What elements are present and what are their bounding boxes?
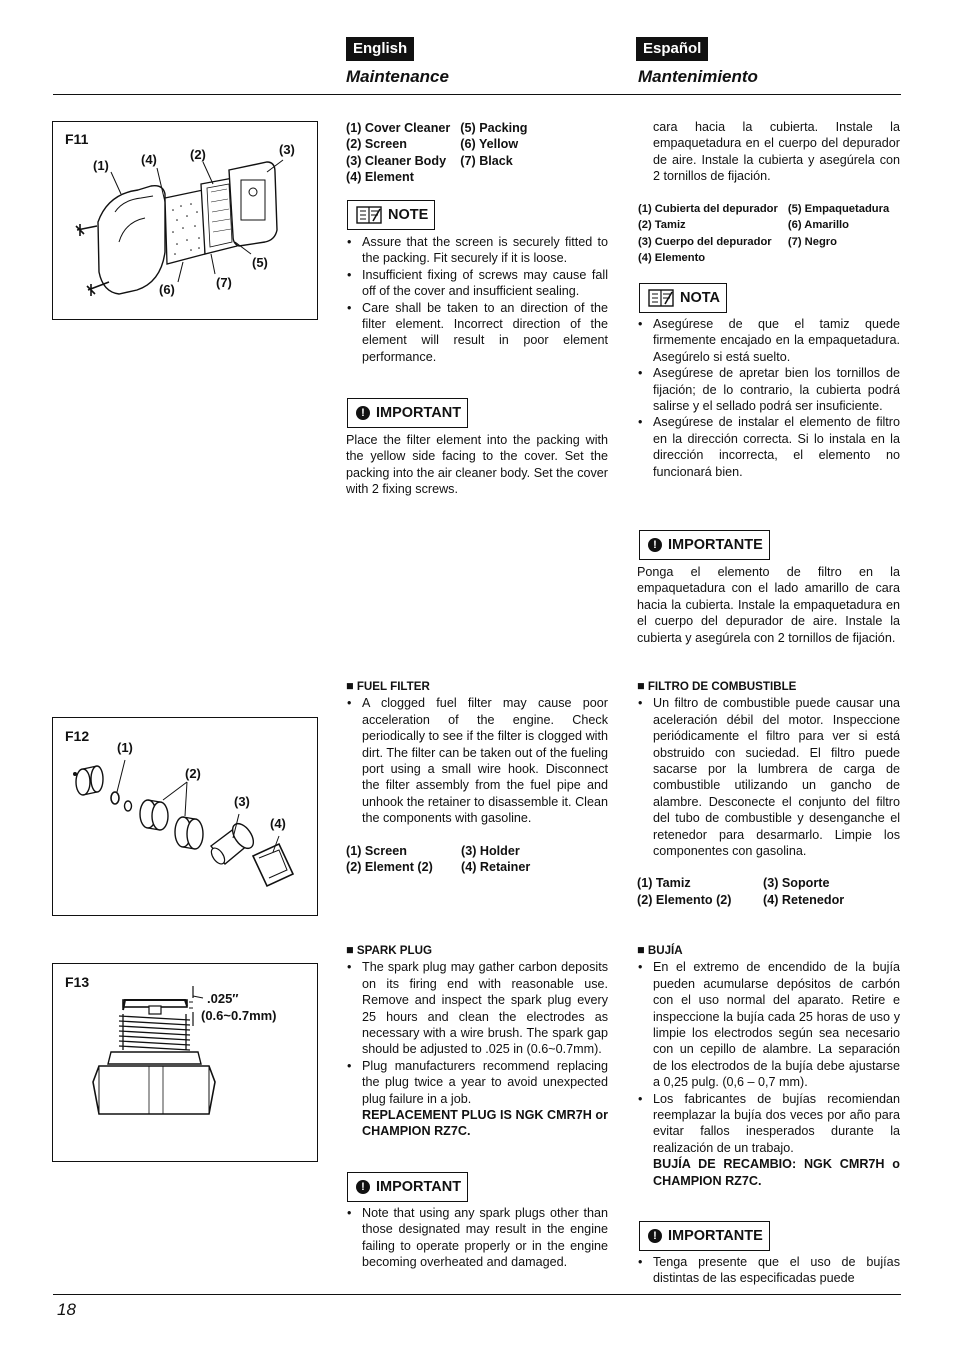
note-list-en [346,234,608,365]
nota-label: NOTA [680,290,721,306]
list-item: • A clogged fuel filter may cause poor acceleration of the engine. Check periodically to see if the filter is clogged with dirt. The filter can be taken out of the fueling port using a small wire hook. Disconnect the filter assembly from the fuel pipe and unhook the retainer to disassemble it. Clean the components with gasoline. [346,695,608,826]
list-item: • Note that using any spark plugs other than those designated may result in the engine failing to operate properly or in the engine becoming overheated and damaged. [346,1205,608,1271]
part-label: (1) Tamiz [637,876,691,891]
part-label: (4) Element [346,170,414,185]
list-item: • Los fabricantes de bujías recomiendan reemplazar la bujía dos veces por año para evitar fallos inesperados durante la realización de un trabajo. BUJÍA DE RECAMBIO: NGK CMR7H o CHAMPION RZ7C. [637,1091,900,1189]
fuel-filter-parts-list-en [346,843,540,876]
list-item: • En el extremo de encendido de la bujía pueden acumularse depósitos de carbón con el uso normal del aparato. Retire e inspeccione la bujía cada 25 horas de uso y limpie los electrodos según sea necesario con un cepillo de alambre. La separación de los electrodos de la bujía debe ajustarse a 0,25 pulg. (0,6 – 0,7 mm). [637,959,900,1090]
list-item: • Un filtro de combustible puede causar una aceleración débil del motor. Inspeccione periódicamente el filtro para ver si está obstruido con suciedad. El filtro puede sacarse por la lumbrera de carga de combustible utilizando un gancho de alambre. Desconecte el conjunto del filtro del tubo de combustible y desenganche el retenedor para desarmarlo. Limpie los componentes con gasolina. [637,695,900,859]
page-number: 18 [57,1300,76,1319]
air-cleaner-exploded-illustration [53,122,317,319]
part-label: (4) Retainer [461,860,531,875]
continuation-text-es: cara hacia la cubierta. Instale la empaquetadura en el cuerpo del depurador de aire. Instale la cubierta y asegúrela con 2 tornillos de fijación. [653,120,900,184]
exclamation-icon: ! [356,1180,370,1194]
important-label: IMPORTANT [376,405,462,421]
important-text-en: Place the filter element into the packing with the yellow side facing to the cover. Set the packing into the air cleaner body. Set the cover with 2 fixing screws. [346,433,608,497]
importante-label-box [639,530,770,560]
fuel-filter-section-es [637,678,900,908]
replacement-plug-text: BUJÍA DE RECAMBIO: NGK CMR7H o CHAMPION RZ7C. [653,1157,900,1188]
note-book-icon [648,289,674,307]
part-label: (2) Element (2) [346,860,433,875]
part-label: (7) Black [460,153,513,168]
square-bullet-icon: ■ [637,679,645,693]
exclamation-icon: ! [648,1229,662,1243]
part-label: (5) Empaquetadura [787,203,890,215]
spark-plug-important-list-en [346,1205,608,1271]
part-label: (5) Packing [460,121,528,135]
figure-f13 [52,963,318,1162]
square-bullet-icon: ■ [346,679,354,693]
part-label: (3) Holder [461,843,520,858]
list-item: • Asegúrese de instalar el elemento de filtro en la dirección correcta. Si lo instala en la dirección incorrecta, el elemento no funcionará bien. [637,414,900,480]
section-heading: ■ FUEL FILTER [346,679,430,693]
part-label: (2) Elemento (2) [637,892,732,907]
part-label: (4) Elemento [638,252,706,265]
important-text-es: Ponga el elemento de filtro en la empaquetadura con el lado amarillo de cara hacia la cubierta. Instale la empaquetadura en el cuerpo del depurador de aire. Instale la cubierta y asegúrela con 2 tornillos de fijación. [637,565,900,645]
part-label: (3) Soporte [763,876,830,891]
callout-1: (1) [117,740,133,755]
part-label: (6) Amarillo [787,219,850,232]
callout-3: (3) [234,794,250,809]
list-item: • Care shall be taken to an direction of the filter element. Incorrect direction of the element will result in poor element performance. [346,300,608,366]
important-label-box [347,1172,468,1202]
important-label: IMPORTANT [376,1179,462,1195]
part-label: (3) Cuerpo del depurador [638,235,772,248]
gap-inches-label: .025″ [207,991,239,1006]
note-label-box [347,200,435,230]
language-tab-english: English [346,37,414,61]
important-label-box [347,398,468,428]
callout-2: (2) [185,766,201,781]
callout-4: (4) [270,816,286,831]
importante-label: IMPORTANTE [668,537,763,553]
callout-6: (6) [159,282,175,297]
figure-label: F12 [65,728,90,744]
importante-label: IMPORTANTE [668,1228,763,1244]
part-label: (7) Negro [787,235,837,248]
callout-1: (1) [93,158,109,173]
note-list-es [637,316,900,480]
gap-mm-label: (0.6~0.7mm) [201,1008,277,1023]
note-book-icon [356,206,382,224]
figure-label: F11 [65,131,89,147]
callout-7: (7) [216,275,232,290]
callout-5: (5) [252,255,268,270]
part-label: (3) Cleaner Body [346,153,447,168]
part-label: (2) Tamiz [638,219,686,232]
air-cleaner-parts-list-en [346,120,537,186]
list-item: • Tenga presente que el uso de bujías distintas de las especificadas puede [637,1254,900,1287]
callout-3: (3) [279,142,295,157]
figure-label: F13 [65,974,90,990]
part-label: (4) Retenedor [763,892,845,907]
figure-f12 [52,717,318,916]
list-item: • The spark plug may gather carbon deposits on its firing end with reasonable use. Remove and inspect the spark plug every 25 hours and clean the electrodes as necessary with a wire brush. The spark gap should be adjusted to .025 in (0.6~0.7mm). [346,959,608,1057]
part-label: (1) Screen [346,843,407,858]
part-label: (6) Yellow [460,137,519,152]
section-heading: ■ SPARK PLUG [346,943,432,957]
importante-label-box [639,1221,770,1251]
callout-2: (2) [190,147,206,162]
square-bullet-icon: ■ [637,943,645,957]
air-cleaner-parts-list-es [638,201,899,267]
section-title-english: Maintenance [346,67,449,86]
figure-f11 [52,121,318,320]
fuel-filter-section-en [346,678,608,875]
section-title-spanish: Mantenimiento [638,67,758,86]
nota-label-box [639,283,727,313]
list-item: • Insufficient fixing of screws may cause fall off of the cover and insufficient sealing. [346,267,608,300]
spark-plug-section-es [637,942,900,1189]
language-tab-spanish: Español [636,37,708,61]
list-item: • Asegúrese de apretar bien los tornillos de fijación; de lo contrario, la cubierta podrá salirse y el sellado podrá ser insuficiente. [637,365,900,414]
replacement-plug-text: REPLACEMENT PLUG IS NGK CMR7H or CHAMPION RZ7C. [362,1108,608,1139]
fuel-filter-parts-list-es [637,875,854,908]
exclamation-icon: ! [648,538,662,552]
footer-rule [53,1294,901,1295]
part-label: (2) Screen [346,137,407,152]
spark-plug-section-en [346,942,608,1140]
list-item: • Asegúrese de que el tamiz quede firmemente encajado en la empaquetadura. Asegúrelo si está suelto. [637,316,900,365]
section-heading: ■ FILTRO DE COMBUSTIBLE [637,679,797,693]
header-rule [53,94,901,95]
spark-plug-illustration [53,964,317,1161]
section-heading: ■ BUJÍA [637,943,683,957]
part-label: (1) Cover Cleaner [346,121,451,135]
note-label: NOTE [388,207,429,223]
callout-4: (4) [141,152,157,167]
list-item: • Assure that the screen is securely fitted to the packing. Fit securely if it is loose. [346,234,608,267]
part-label: (1) Cubierta del depurador [638,203,778,215]
spark-plug-important-list-es [637,1254,900,1287]
exclamation-icon: ! [356,406,370,420]
square-bullet-icon: ■ [346,943,354,957]
list-item: • Plug manufacturers recommend replacing the plug twice a year to avoid unexpected plug failure in a job. REPLACEMENT PLUG IS NGK CMR7H or CHAMPION RZ7C. [346,1058,608,1140]
